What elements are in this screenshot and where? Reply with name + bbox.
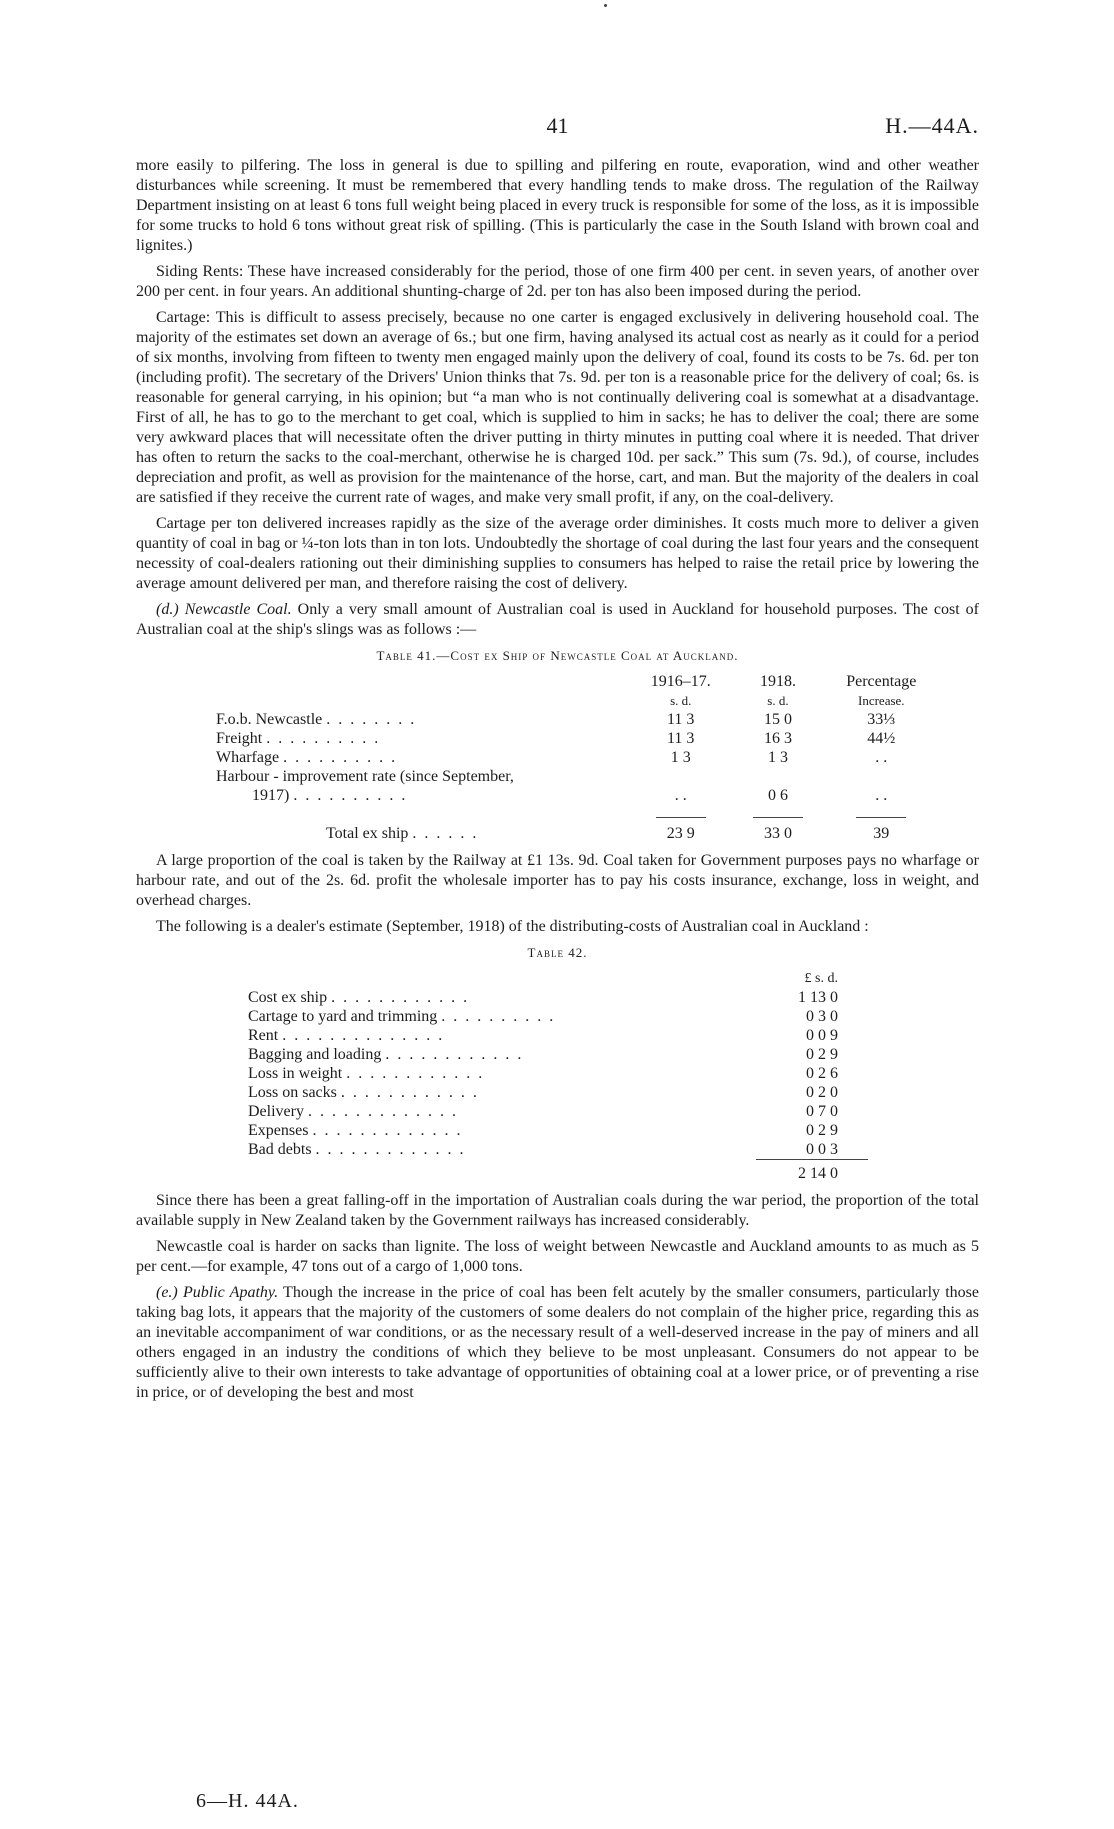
leader-dots: . . . . . . . . . . . . . (312, 1122, 463, 1139)
row-label: Loss in weight (248, 1065, 343, 1082)
cell: 15 0 (763, 711, 792, 728)
section-apathy (136, 1283, 979, 1403)
page-number: 41 (546, 113, 569, 138)
leader-dots: . . . . . . . . . . (293, 787, 408, 804)
leader-dots: . . . . . . . . . . . . . . (282, 1027, 445, 1044)
row-label: Freight (216, 730, 263, 747)
leader-dots: . . . . . . . . . . (283, 749, 398, 766)
table-41 (216, 672, 936, 843)
table-header-row (216, 672, 936, 691)
row-label: Harbour - improvement rate (since September, (216, 768, 514, 785)
section-text: Though the increase in the price of coal has been felt acutely by the smaller consumers, particularly those taking bag lots, it appears that the majority of the customers of some dealers do not complain of the higher price, regarding this as an inevitable accompaniment of war conditions, or as the necessary result of a well-deserved increase in the pay of miners and all others engaged in an industry the conditions of which they believe to be most unpleasant. Consumers do not appear to be sufficiently alive to their own interests to take advantage of opportunities of obtaining coal at a lower price, or of preventing a rise in price, or of developing the best and most (136, 1284, 980, 1401)
section-newcastle (136, 600, 979, 640)
cell: 0 2 9 (806, 1046, 838, 1063)
leader-dots: . . . . . . . . . . (266, 730, 381, 747)
table-row (248, 1064, 868, 1083)
col-header: Increase. (858, 693, 905, 708)
table-header-row (216, 691, 936, 710)
sum-rule (856, 817, 906, 819)
leader-dots: . . . . . . . . . . . . (331, 989, 470, 1006)
cell: 0 0 9 (806, 1027, 838, 1044)
table-row (216, 710, 936, 729)
row-label: Loss on sacks (248, 1084, 337, 1101)
cell: 16 3 (763, 730, 792, 747)
row-label: Wharfage (216, 749, 280, 766)
col-header: Percentage (846, 673, 917, 690)
cell: 0 2 6 (806, 1065, 838, 1082)
section-text: Only a very small amount of Australian coal is used in Auckland for household purposes. The cost of Australian coal at the ship's slings was as follows :— (136, 601, 980, 638)
cell: 11 3 (667, 730, 695, 747)
cell: 11 3 (667, 711, 695, 728)
leader-dots: . . . . . . . . . . . . . (315, 1141, 466, 1158)
col-header: 1918. (759, 673, 796, 690)
leader-dots: . . . . . . . . . . . . (346, 1065, 485, 1082)
row-label: Delivery (248, 1103, 304, 1120)
row-label: 1917) (252, 787, 290, 804)
table-row (216, 767, 936, 786)
total-row (248, 1160, 868, 1184)
row-label: Bagging and loading (248, 1046, 382, 1063)
cell: 0 6 (767, 787, 788, 804)
cell: 0 2 9 (806, 1122, 838, 1139)
row-label: Total ex ship (326, 825, 409, 842)
cell: 1 13 0 (798, 989, 838, 1006)
paragraph: Newcastle coal is harder on sacks than lignite. The loss of weight between Newcastle and Auckland amounts to as much as 5 per cent.—for example, 47 tons out of a cargo of 1,000 tons. (136, 1238, 979, 1275)
paragraph: Cartage: This is difficult to assess precisely, because no one carter is engaged exclusively in delivering household coal. The majority of the estimates set down an average of 6s.; but one firm, having analysed its actual cost as nearly as it could for a period of six months, involving from fifteen to twenty men engaged mainly upon the delivery of coal, found its costs to be 7s. 6d. per ton (including profit). The secretary of the Drivers' Union thinks that 7s. 9d. per ton is a reasonable price for the delivery of coal; 6s. is reasonable for general carrying, in his opinion; but “a man who is not continually delivering coal is somewhat at a disadvantage. First of all, he has to go to the merchant to get coal, which is supplied to him in sacks; he has to deliver the coal; there are some very awkward places that will necessitate often the driver putting in thirty minutes in putting coal where it is needed. That driver has often to return the sacks to the coal-merchant, otherwise he is charged 10d. per sack.” This sum (7s. 9d.), of course, includes depreciation and profit, as well as provision for the maintenance of the horse, cart, and man. But the majority of the dealers in coal are satisfied if they receive the current rate of wages, and make very small profit, if any, on the coal-delivery. (136, 309, 979, 506)
scan-mark (604, 4, 607, 7)
cell: 33⅓ (867, 711, 896, 728)
row-label: Cartage to yard and trimming (248, 1008, 438, 1025)
document-reference: H.—44A. (885, 113, 979, 138)
table-row (248, 1007, 868, 1026)
table-row (248, 1140, 868, 1160)
table-caption: Table 41.—Cost ex Ship of Newcastle Coal at Auckland. (376, 648, 739, 663)
section-heading: (d.) Newcastle Coal. (156, 601, 292, 618)
paragraph: more easily to pilfering. The loss in general is due to spilling and pilfering en route, evaporation, wind and other weather disturbances while screening. It must be remembered that every handling tends to make dross. The regulation of the Railway Department insisting on at least 6 tons full weight being placed in every truck is responsible for some of the loss, as it is impossible for some trucks to hold 6 tons without great risk of spilling. (This is particularly the case in the South Island with brown coal and lignites.) (136, 157, 979, 254)
row-label: Expenses (248, 1122, 309, 1139)
paragraph: Since there has been a great falling-off in the importation of Australian coals during the war period, the proportion of the total available supply in New Zealand taken by the Government railways has increased considerably. (136, 1192, 979, 1229)
row-label: Bad debts (248, 1141, 312, 1158)
unit-label: s. d. (670, 693, 692, 708)
paragraph: Cartage per ton delivered increases rapidly as the size of the average order diminishes. It costs much more to deliver a given quantity of coal in bag or ¼-ton lots than in ton lots. Undoubtedly the shortage of coal during the last four years and the consequent necessity of coal-dealers rationing out their diminishing supplies to consumers has helped to raise the retail price by lowering the average amount delivered per man, and therefore raising the cost of delivery. (136, 515, 979, 592)
table-42 (248, 969, 868, 1183)
document-body (136, 156, 979, 1409)
table-row (248, 1083, 868, 1102)
col-header: 1916–17. (650, 673, 711, 690)
cell: 0 0 3 (806, 1141, 838, 1158)
total-row (216, 824, 936, 843)
rule-row (216, 805, 936, 824)
leader-dots: . . . . . . (412, 825, 479, 842)
page-footer: 6—H. 44A. (196, 1790, 299, 1812)
row-label: Cost ex ship (248, 989, 328, 1006)
cell: . . (875, 787, 888, 804)
section-heading: (e.) Public Apathy. (156, 1284, 279, 1301)
leader-dots: . . . . . . . . (326, 711, 417, 728)
unit-label: s. d. (767, 693, 789, 708)
leader-dots: . . . . . . . . . . . . (385, 1046, 524, 1063)
cell: 39 (873, 825, 890, 842)
table-row (216, 786, 936, 805)
cell: 0 7 0 (806, 1103, 838, 1120)
unit-label: £ s. d. (804, 971, 838, 986)
paragraph: Siding Rents: These have increased considerably for the period, those of one firm 400 per cent. in seven years, of another over 200 per cent. in four years. An additional shunting-charge of 2d. per ton has also been imposed during the period. (136, 263, 979, 300)
cell: 1 3 (767, 749, 788, 766)
leader-dots: . . . . . . . . . . (441, 1008, 556, 1025)
cell: . . (875, 749, 888, 766)
paragraph: The following is a dealer's estimate (September, 1918) of the distributing-costs of Australian coal in Auckland : (156, 918, 869, 935)
leader-dots: . . . . . . . . . . . . . (307, 1103, 458, 1120)
cell: 0 3 0 (806, 1008, 838, 1025)
cell: 23 9 (666, 825, 695, 842)
cell: 0 2 0 (806, 1084, 838, 1101)
total-cell: 2 14 0 (756, 1160, 868, 1184)
table-row (248, 1102, 868, 1121)
cell: . . (674, 787, 687, 804)
table-row (248, 1026, 868, 1045)
sum-rule (656, 817, 706, 819)
table-caption: Table 42. (527, 945, 588, 960)
table-row (216, 748, 936, 767)
table-row (216, 729, 936, 748)
table-row (248, 1045, 868, 1064)
table-row (248, 988, 868, 1007)
page-header (136, 113, 979, 143)
table-row (248, 1121, 868, 1140)
cell: 33 0 (763, 825, 792, 842)
sum-rule (753, 817, 803, 819)
row-label: F.o.b. Newcastle (216, 711, 323, 728)
cell: 44½ (867, 730, 896, 747)
paragraph: A large proportion of the coal is taken by the Railway at £1 13s. 9d. Coal taken for Government purposes pays no wharfage or harbour rate, and out of the 2s. 6d. profit the wholesale importer has to pay his costs insurance, exchange, loss in weight, and overhead charges. (136, 852, 979, 909)
leader-dots: . . . . . . . . . . . . (340, 1084, 479, 1101)
table-header-row (248, 969, 868, 988)
cell: 1 3 (670, 749, 691, 766)
row-label: Rent (248, 1027, 279, 1044)
